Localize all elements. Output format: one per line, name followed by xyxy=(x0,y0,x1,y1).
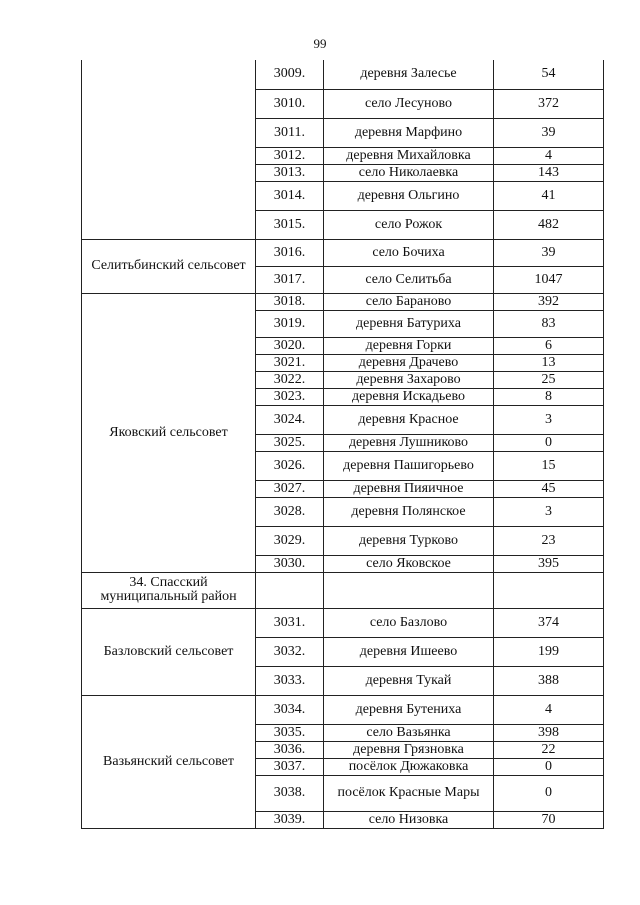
population-cell: 45 xyxy=(494,480,604,497)
settlement-name-cell: село Бочиха xyxy=(324,239,494,266)
row-number-cell: 3030. xyxy=(256,555,324,572)
population-cell: 374 xyxy=(494,608,604,637)
population-cell: 3 xyxy=(494,405,604,434)
settlement-name-cell: деревня Горки xyxy=(324,337,494,354)
row-number-cell: 3039. xyxy=(256,811,324,828)
population-cell: 0 xyxy=(494,434,604,451)
population-cell xyxy=(494,572,604,608)
row-number-cell: 3017. xyxy=(256,266,324,293)
population-cell: 15 xyxy=(494,451,604,480)
population-cell: 143 xyxy=(494,164,604,181)
settlement-name-cell: деревня Драчево xyxy=(324,354,494,371)
settlement-name-cell: деревня Искадьево xyxy=(324,388,494,405)
row-number-cell: 3013. xyxy=(256,164,324,181)
settlement-name-cell: деревня Пияичное xyxy=(324,480,494,497)
row-number-cell: 3016. xyxy=(256,239,324,266)
row-number-cell: 3012. xyxy=(256,147,324,164)
row-number-cell: 3011. xyxy=(256,118,324,147)
row-number-cell: 3021. xyxy=(256,354,324,371)
settlement-name-cell: деревня Михайловка xyxy=(324,147,494,164)
district-cell: Вазьянский сельсовет xyxy=(82,695,256,828)
settlement-name-cell: село Лесуново xyxy=(324,89,494,118)
population-cell: 482 xyxy=(494,210,604,239)
settlement-name-cell: деревня Захарово xyxy=(324,371,494,388)
table-row xyxy=(82,572,604,608)
district-cell xyxy=(82,60,256,239)
population-cell: 70 xyxy=(494,811,604,828)
table-row xyxy=(82,608,604,637)
population-cell: 4 xyxy=(494,147,604,164)
settlement-name-cell: деревня Марфино xyxy=(324,118,494,147)
settlement-name-cell: деревня Полянское xyxy=(324,497,494,526)
population-cell: 39 xyxy=(494,239,604,266)
table-row xyxy=(82,239,604,266)
settlements-table xyxy=(81,60,604,829)
population-cell: 13 xyxy=(494,354,604,371)
settlement-name-cell: деревня Лушниково xyxy=(324,434,494,451)
population-cell: 372 xyxy=(494,89,604,118)
row-number-cell: 3015. xyxy=(256,210,324,239)
population-cell: 392 xyxy=(494,293,604,310)
settlement-name-cell: село Николаевка xyxy=(324,164,494,181)
page-number: 99 xyxy=(313,36,327,51)
settlement-name-cell: деревня Пашигорьево xyxy=(324,451,494,480)
table-row xyxy=(82,293,604,310)
population-cell: 4 xyxy=(494,695,604,724)
population-cell: 0 xyxy=(494,775,604,811)
population-cell: 23 xyxy=(494,526,604,555)
row-number-cell: 3035. xyxy=(256,724,324,741)
settlement-name-cell: село Базлово xyxy=(324,608,494,637)
population-cell: 3 xyxy=(494,497,604,526)
population-cell: 6 xyxy=(494,337,604,354)
row-number-cell: 3034. xyxy=(256,695,324,724)
settlement-name-cell xyxy=(324,572,494,608)
row-number-cell: 3026. xyxy=(256,451,324,480)
settlement-name-cell: деревня Красное xyxy=(324,405,494,434)
population-cell: 83 xyxy=(494,310,604,337)
population-cell: 41 xyxy=(494,181,604,210)
settlement-name-cell: село Яковское xyxy=(324,555,494,572)
settlement-name-cell: деревня Залесье xyxy=(324,60,494,89)
population-cell: 54 xyxy=(494,60,604,89)
population-cell: 25 xyxy=(494,371,604,388)
population-cell: 22 xyxy=(494,741,604,758)
population-cell: 1047 xyxy=(494,266,604,293)
row-number-cell: 3028. xyxy=(256,497,324,526)
district-cell: Селитьбинский сельсовет xyxy=(82,239,256,293)
row-number-cell: 3018. xyxy=(256,293,324,310)
row-number-cell: 3033. xyxy=(256,666,324,695)
settlement-name-cell: село Рожок xyxy=(324,210,494,239)
district-cell: Базловский сельсовет xyxy=(82,608,256,695)
population-cell: 199 xyxy=(494,637,604,666)
row-number-cell: 3014. xyxy=(256,181,324,210)
settlement-name-cell: село Вазьянка xyxy=(324,724,494,741)
row-number-cell: 3038. xyxy=(256,775,324,811)
row-number-cell: 3025. xyxy=(256,434,324,451)
row-number-cell: 3024. xyxy=(256,405,324,434)
settlement-name-cell: деревня Грязновка xyxy=(324,741,494,758)
population-cell: 395 xyxy=(494,555,604,572)
population-cell: 0 xyxy=(494,758,604,775)
settlement-name-cell: посёлок Дюжаковка xyxy=(324,758,494,775)
population-cell: 398 xyxy=(494,724,604,741)
population-cell: 388 xyxy=(494,666,604,695)
row-number-cell: 3010. xyxy=(256,89,324,118)
settlement-name-cell: село Селитьба xyxy=(324,266,494,293)
table-row xyxy=(82,695,604,724)
district-cell: 34. Спасский муниципальный район xyxy=(82,572,256,608)
table-row xyxy=(82,60,604,89)
settlement-name-cell: деревня Турково xyxy=(324,526,494,555)
row-number-cell: 3023. xyxy=(256,388,324,405)
row-number-cell: 3029. xyxy=(256,526,324,555)
settlement-name-cell: посёлок Красные Мары xyxy=(324,775,494,811)
district-cell: Яковский сельсовет xyxy=(82,293,256,572)
row-number-cell: 3036. xyxy=(256,741,324,758)
settlement-name-cell: деревня Тукай xyxy=(324,666,494,695)
settlement-name-cell: деревня Ишеево xyxy=(324,637,494,666)
row-number-cell: 3022. xyxy=(256,371,324,388)
settlement-name-cell: деревня Бутениха xyxy=(324,695,494,724)
row-number-cell xyxy=(256,572,324,608)
row-number-cell: 3009. xyxy=(256,60,324,89)
settlement-name-cell: село Низовка xyxy=(324,811,494,828)
settlement-name-cell: деревня Ольгино xyxy=(324,181,494,210)
row-number-cell: 3020. xyxy=(256,337,324,354)
population-cell: 39 xyxy=(494,118,604,147)
population-cell: 8 xyxy=(494,388,604,405)
settlement-name-cell: село Бараново xyxy=(324,293,494,310)
row-number-cell: 3019. xyxy=(256,310,324,337)
settlement-name-cell: деревня Батуриха xyxy=(324,310,494,337)
row-number-cell: 3032. xyxy=(256,637,324,666)
row-number-cell: 3037. xyxy=(256,758,324,775)
row-number-cell: 3031. xyxy=(256,608,324,637)
row-number-cell: 3027. xyxy=(256,480,324,497)
